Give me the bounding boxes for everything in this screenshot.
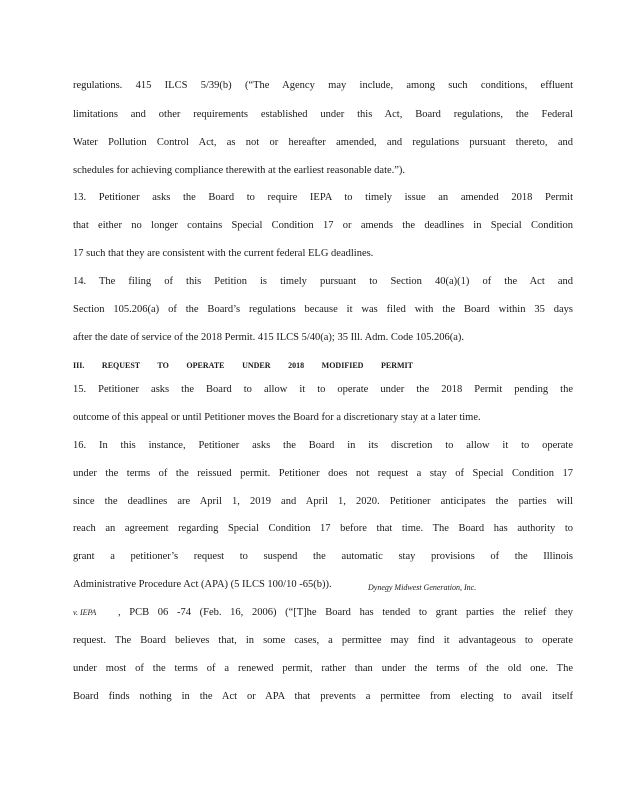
- section-heading: III. REQUEST TO OPERATE UNDER 2018 MODIFIED PERMIT: [73, 361, 413, 370]
- text-line: outcome of this appeal or until Petitioner moves the Board for a discretionary stay at a later time.: [73, 412, 481, 423]
- text-line: reach an agreement regarding Special Condition 17 before that time. The Board has authority to: [73, 523, 573, 534]
- text-line: Section 105.206(a) of the Board’s regulations because it was filed with the Board within 35 days: [73, 304, 573, 315]
- text-line: 17 such that they are consistent with the current federal ELG deadlines.: [73, 248, 374, 259]
- paragraph-15-line: 15. Petitioner asks the Board to allow it to operate under the 2018 Permit pending the: [73, 384, 573, 395]
- paragraph-14-line: 14. The filing of this Petition is timely pursuant to Section 40(a)(1) of the Act and: [73, 276, 573, 287]
- text-line: limitations and other requirements established under this Act, Board regulations, the Federal: [73, 109, 573, 120]
- text-line: that either no longer contains Special Condition 17 or amends the deadlines in Special Condition: [73, 220, 573, 231]
- paragraph-13-line: 13. Petitioner asks the Board to require IEPA to timely issue an amended 2018 Permit: [73, 192, 573, 203]
- text-line: under the terms of the reissued permit. Petitioner does not request a stay of Special Condition 17: [73, 468, 573, 479]
- case-citation: Dynegy Midwest Generation, Inc.: [368, 583, 477, 592]
- paragraph-16-line: 16. In this instance, Petitioner asks the Board in its discretion to allow it to operate: [73, 440, 573, 451]
- text-line: schedules for achieving compliance therewith at the earliest reasonable date.”).: [73, 165, 406, 176]
- text-line: Administrative Procedure Act (APA) (5 ILCS 100/10 -65(b)).: [73, 579, 332, 590]
- text-line: regulations. 415 ILCS 5/39(b) (“The Agency may include, among such conditions, effluent: [73, 80, 573, 91]
- text-line: , PCB 06 -74 (Feb. 16, 2006) (“[T]he Board has tended to grant parties the relief they: [118, 607, 573, 618]
- text-line: after the date of service of the 2018 Permit. 415 ILCS 5/40(a); 35 Ill. Adm. Code 105.206(a).: [73, 332, 465, 343]
- case-citation-party: v. IEPA: [73, 608, 97, 617]
- text-line: request. The Board believes that, in some cases, a permittee may find it advantageous to operate: [73, 635, 573, 646]
- text-line: under most of the terms of a renewed permit, rather than under the terms of the old one. The: [73, 663, 573, 674]
- text-line: Board finds nothing in the Act or APA that prevents a permittee from electing to avail itself: [73, 691, 573, 702]
- text-line: grant a petitioner’s request to suspend the automatic stay provisions of the Illinois: [73, 551, 573, 562]
- text-line: Water Pollution Control Act, as not or hereafter amended, and regulations pursuant thereto, and: [73, 137, 573, 148]
- text-line: since the deadlines are April 1, 2019 and April 1, 2020. Petitioner anticipates the parties will: [73, 496, 573, 507]
